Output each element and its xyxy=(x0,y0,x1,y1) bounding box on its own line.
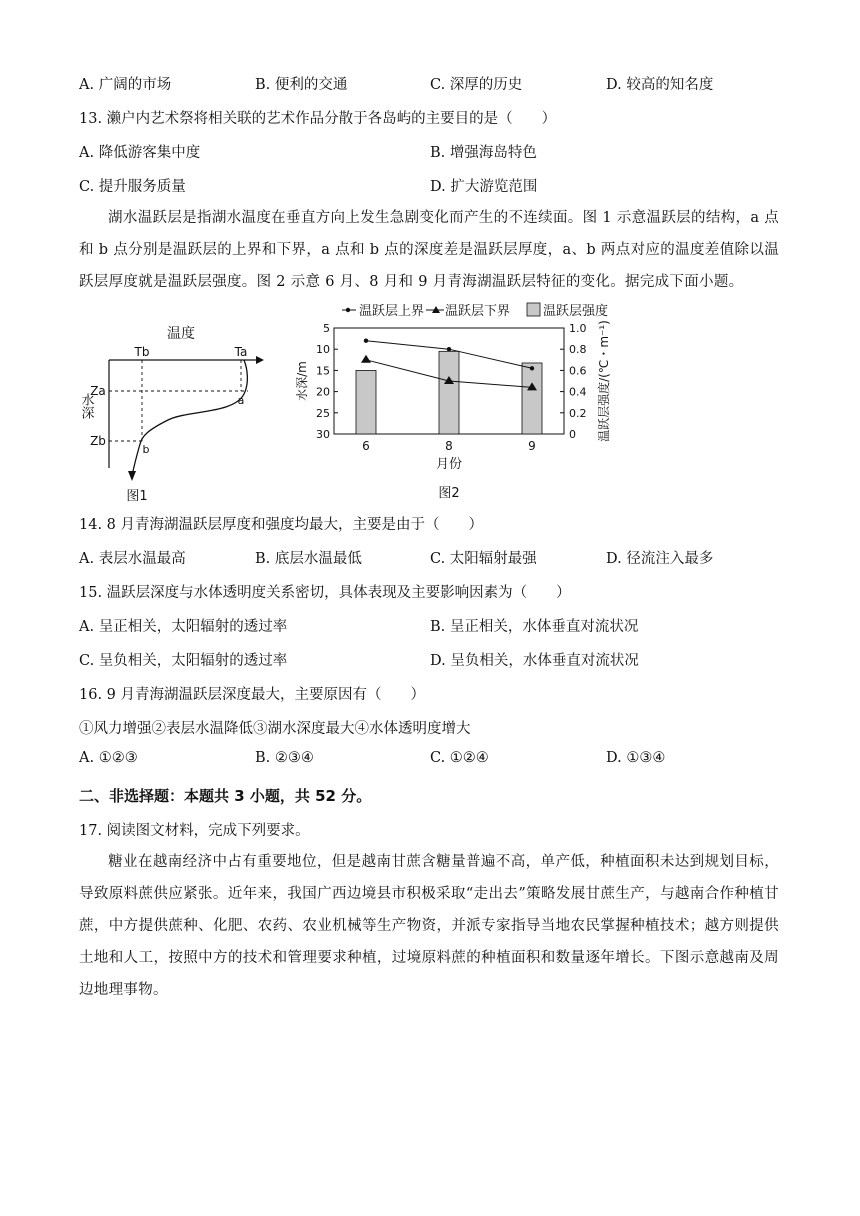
intensity-bar-6 xyxy=(356,370,376,434)
figure1-curve-arrow xyxy=(128,471,136,481)
q13-option-d: D. 扩大游览范围 xyxy=(430,179,538,195)
legend-bar-swatch xyxy=(527,303,540,316)
right-tick-label: 0.2 xyxy=(569,406,587,420)
q14-option-b: B. 底层水温最低 xyxy=(255,551,362,567)
figure1-title: 温度 xyxy=(167,326,195,342)
q15-option-a: A. 呈正相关，太阳辐射的透过率 xyxy=(79,619,288,635)
q16-stem: 16. 9 月青海湖温跃层深度最大，主要原因有（ ） xyxy=(79,687,426,703)
left-tick-label: 25 xyxy=(316,406,330,420)
intensity-bar-9 xyxy=(522,363,542,434)
q16-items: ①风力增强②表层水温降低③湖水深度最大④水体透明度增大 xyxy=(79,721,471,737)
figure1-temperature-curve xyxy=(132,360,247,476)
q15-option-c: C. 呈负相关，太阳辐射的透过率 xyxy=(79,653,288,669)
legend-bar-label: 温跃层强度 xyxy=(543,304,609,319)
q15-stem: 15. 温跃层深度与水体透明度关系密切，具体表现及主要影响因素为（ ） xyxy=(79,585,571,601)
q13-option-c: C. 提升服务质量 xyxy=(79,179,186,195)
figure1-ylabel: 水深 xyxy=(78,393,94,419)
figure1-point-b: b xyxy=(142,443,150,456)
figure1-point-a: a xyxy=(237,394,245,407)
left-tick-label: 20 xyxy=(316,385,330,399)
q13-option-a: A. 降低游客集中度 xyxy=(79,145,201,161)
x-tick-label-8: 8 xyxy=(445,439,453,453)
q12-option-d: D. 较高的知名度 xyxy=(606,77,714,93)
q15-option-d: D. 呈负相关，水体垂直对流状况 xyxy=(430,653,639,669)
upper-boundary-point-8 xyxy=(447,347,451,351)
x-tick-label-6: 6 xyxy=(362,439,370,453)
q13-option-b: B. 增强海岛特色 xyxy=(430,145,537,161)
left-axis-ticks xyxy=(316,322,338,441)
material-1-text: 湖水温跃层是指湖水温度在垂直方向上发生急剧变化而产生的不连续面。图 1 示意温跃层的结构，a 点和 b 点分别是温跃层的上界和下界，a 点和 b 点的深度差是温跃层厚度，a、b 两点对应的温度差值除以温跃层厚度就是温跃层强度。图 2 示意 6 月、8 月和 9 月青海湖温跃层特征的变化。据完成下面小题。 xyxy=(79,210,779,290)
left-tick-label: 30 xyxy=(316,428,330,441)
left-tick-label: 15 xyxy=(316,364,330,378)
intensity-bar-8 xyxy=(439,351,459,434)
chart-ylabel-left: 水深/m xyxy=(295,361,309,401)
legend-lower-label: 温跃层下界 xyxy=(445,304,511,319)
figure1-zb-label: Zb xyxy=(90,434,106,448)
legend-upper-label: 温跃层上界 xyxy=(359,304,425,319)
upper-boundary-point-6 xyxy=(364,339,368,343)
x-tick-label-9: 9 xyxy=(528,439,536,453)
lower-boundary-point-6 xyxy=(361,355,371,363)
material-2-text: 糖业在越南经济中占有重要地位，但是越南甘蔗含糖量普遍不高，单产低，种植面积未达到规划目标，导致原料蔗供应紧张。近年来，我国广西边境县市积极采取“走出去”策略发展甘蔗生产，与越南合作种植甘蔗，中方提供蔗种、化肥、农药、农业机械等生产物资，并派专家指导当地农民掌握种植技术；越方则提供土地和人工，按照中方的技术和管理要求种植，过境原料蔗的种植面积和数量逐年增长。下图示意越南及周边地理事物。 xyxy=(79,854,779,998)
figure1-za-label: Za xyxy=(90,384,106,398)
section-2-heading: 二、非选择题：本题共 3 小题，共 52 分。 xyxy=(79,787,372,805)
q14-stem: 14. 8 月青海湖温跃层厚度和强度均最大，主要是由于（ ） xyxy=(79,517,484,533)
chart-ylabel-right: 温跃层强度/(℃・m⁻¹) xyxy=(597,320,611,442)
q16-option-d: D. ①③④ xyxy=(606,750,666,766)
chart-xlabel: 月份 xyxy=(435,457,463,472)
q17-stem: 17. 阅读图文材料，完成下列要求。 xyxy=(79,823,310,839)
material-paragraph-2 xyxy=(79,846,779,1006)
q16-option-b: B. ②③④ xyxy=(255,750,314,766)
right-tick-label: 1.0 xyxy=(569,322,587,335)
left-tick-label: 10 xyxy=(316,343,330,357)
upper-boundary-point-9 xyxy=(530,366,534,370)
q14-option-d: D. 径流注入最多 xyxy=(606,551,714,567)
q13-stem: 13. 濑户内艺术祭将相关联的艺术作品分散于各岛屿的主要目的是（ ） xyxy=(79,111,557,127)
right-tick-label: 0.6 xyxy=(569,364,587,378)
figure-1 xyxy=(76,318,276,506)
right-tick-label: 0.4 xyxy=(569,385,587,399)
q15-option-b: B. 呈正相关，水体垂直对流状况 xyxy=(430,619,639,635)
q14-option-c: C. 太阳辐射最强 xyxy=(430,551,537,567)
q12-option-b: B. 便利的交通 xyxy=(255,77,348,93)
material-paragraph-1 xyxy=(79,202,779,298)
figure-2-chart xyxy=(290,298,630,508)
figure1-temperature-arrow xyxy=(256,356,264,364)
figure1-ta-label: Ta xyxy=(234,345,248,359)
q12-option-c: C. 深厚的历史 xyxy=(430,77,523,93)
left-tick-label: 5 xyxy=(323,322,330,335)
right-tick-label: 0.8 xyxy=(569,343,587,357)
legend-upper-marker xyxy=(346,308,350,312)
right-tick-label: 0 xyxy=(569,428,576,441)
q12-option-a: A. 广阔的市场 xyxy=(79,77,172,93)
q14-option-a: A. 表层水温最高 xyxy=(79,551,186,567)
q16-option-a: A. ①②③ xyxy=(79,750,138,766)
figure2-caption: 图2 xyxy=(438,486,460,501)
q16-option-c: C. ①②④ xyxy=(430,750,489,766)
figure1-caption: 图1 xyxy=(126,489,148,504)
figure1-tb-label: Tb xyxy=(134,345,150,359)
x-axis-ticks xyxy=(362,439,536,453)
